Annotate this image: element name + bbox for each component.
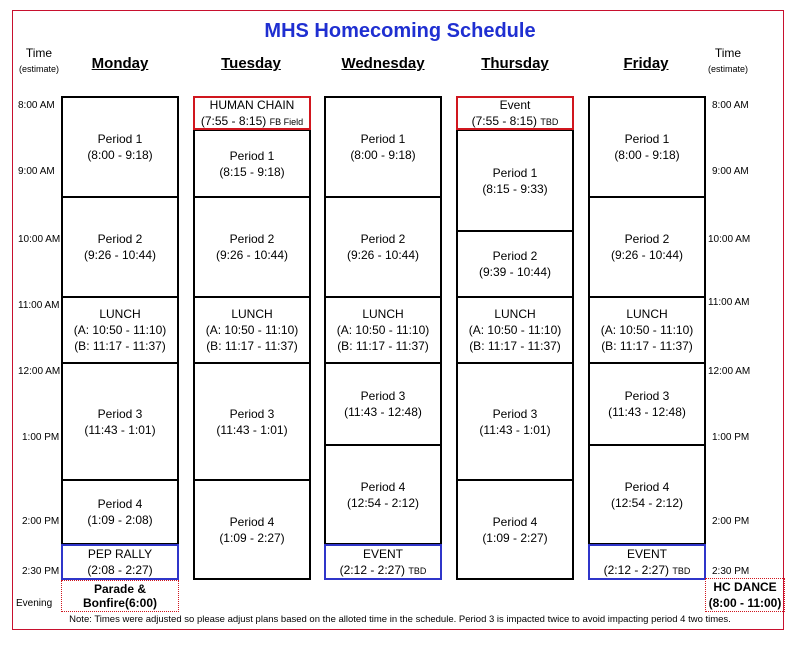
period-label: Period 2 bbox=[492, 249, 538, 263]
period-time: (1:09 - 2:27) bbox=[219, 531, 285, 545]
period-label: Period 3 bbox=[229, 406, 275, 421]
period-time: (1:09 - 2:08) bbox=[87, 513, 153, 527]
period-label: Period 1 bbox=[97, 131, 143, 146]
tuesday-lunch bbox=[193, 297, 311, 363]
tuesday-human-chain bbox=[193, 96, 311, 130]
day-friday: Friday bbox=[623, 55, 669, 72]
day-tuesday: Tuesday bbox=[221, 55, 281, 72]
event-time: Bonfire(6:00) bbox=[82, 596, 157, 610]
lunch-label: LUNCH bbox=[231, 307, 273, 321]
time-header-sub: (estimate) bbox=[707, 64, 748, 74]
period-time: (9:26 - 10:44) bbox=[83, 248, 157, 262]
event-time-row bbox=[340, 562, 427, 579]
period-label: Period 1 bbox=[492, 165, 538, 180]
monday-pep-rally bbox=[61, 544, 179, 580]
time-header-sub: (estimate) bbox=[18, 64, 59, 74]
lunch-b: (B: 11:17 - 11:37) bbox=[601, 339, 693, 353]
event-location: TBD bbox=[408, 565, 427, 576]
time-label: 1:00 PM bbox=[22, 432, 60, 443]
day-wednesday: Wednesday bbox=[341, 55, 425, 72]
time-header-label: Time bbox=[25, 46, 53, 60]
friday-period-1 bbox=[588, 96, 706, 197]
time-label: 12:00 AM bbox=[18, 366, 61, 377]
lunch-a: (A: 10:50 - 11:10) bbox=[468, 323, 562, 337]
lunch-a: (A: 10:50 - 11:10) bbox=[73, 323, 167, 337]
period-time: (8:15 - 9:18) bbox=[219, 164, 285, 179]
thursday-period-4 bbox=[456, 480, 574, 580]
period-time: (12:54 - 2:12) bbox=[610, 495, 684, 510]
event-time-row bbox=[472, 113, 559, 130]
period-time: (1:09 - 2:27) bbox=[482, 531, 548, 545]
event-label: HUMAN CHAIN bbox=[209, 97, 295, 112]
event-time: (7:55 - 8:15) bbox=[471, 113, 538, 128]
friday-period-2 bbox=[588, 197, 706, 297]
event-location: FB Field bbox=[269, 116, 304, 127]
time-label: 8:00 AM bbox=[712, 100, 749, 111]
monday-period-4 bbox=[61, 480, 179, 544]
period-label: Period 3 bbox=[97, 406, 143, 421]
tuesday-period-4 bbox=[193, 480, 311, 580]
wednesday-event bbox=[324, 544, 442, 580]
page-title: MHS Homecoming Schedule bbox=[264, 20, 536, 42]
period-time: (8:00 - 9:18) bbox=[614, 147, 680, 162]
period-time: (12:54 - 2:12) bbox=[346, 495, 420, 510]
tuesday-period-3 bbox=[193, 363, 311, 480]
period-label: Period 4 bbox=[624, 479, 670, 494]
lunch-label: LUNCH bbox=[626, 307, 668, 321]
thursday-period-1 bbox=[456, 130, 574, 231]
event-time: (8:00 - 11:00) bbox=[708, 596, 782, 610]
period-label: Period 2 bbox=[229, 232, 275, 246]
event-location: TBD bbox=[672, 565, 691, 576]
thursday-period-2 bbox=[456, 231, 574, 297]
period-label: Period 4 bbox=[360, 479, 406, 494]
time-label: 9:00 AM bbox=[712, 166, 749, 177]
monday-period-1 bbox=[61, 96, 179, 197]
lunch-label: LUNCH bbox=[99, 307, 141, 321]
event-label: PEP RALLY bbox=[87, 547, 153, 561]
wednesday-period-4 bbox=[324, 445, 442, 544]
period-label: Period 3 bbox=[492, 406, 538, 421]
hc-dance bbox=[705, 578, 785, 612]
period-time: (11:43 - 1:01) bbox=[84, 422, 156, 437]
monday-period-3 bbox=[61, 363, 179, 480]
day-thursday: Thursday bbox=[481, 55, 549, 72]
time-label: 10:00 AM bbox=[708, 234, 751, 245]
lunch-label: LUNCH bbox=[362, 307, 404, 321]
thursday-period-3 bbox=[456, 363, 574, 480]
friday-period-4 bbox=[588, 445, 706, 544]
lunch-b: (B: 11:17 - 11:37) bbox=[337, 339, 429, 353]
lunch-b: (B: 11:17 - 11:37) bbox=[469, 339, 561, 353]
time-label: 2:30 PM bbox=[712, 566, 750, 577]
thursday-event bbox=[456, 96, 574, 130]
time-label: 11:00 AM bbox=[708, 297, 750, 308]
event-time: (2:08 - 2:27) bbox=[87, 563, 153, 577]
period-time: (11:43 - 1:01) bbox=[216, 422, 288, 437]
time-header-label: Time bbox=[714, 46, 742, 60]
period-label: Period 1 bbox=[624, 131, 670, 146]
time-label: 2:00 PM bbox=[22, 516, 60, 527]
period-time: (8:00 - 9:18) bbox=[87, 147, 153, 162]
event-time: (2:12 - 2:27) bbox=[603, 562, 670, 577]
lunch-label: LUNCH bbox=[494, 307, 536, 321]
event-time-row bbox=[604, 562, 691, 579]
time-label: 11:00 AM bbox=[18, 300, 60, 311]
period-label: Period 3 bbox=[360, 389, 406, 403]
period-time: (11:43 - 1:01) bbox=[479, 422, 551, 437]
time-label: 10:00 AM bbox=[18, 234, 61, 245]
period-time: (8:15 - 9:33) bbox=[482, 181, 548, 196]
monday-lunch bbox=[61, 297, 179, 363]
time-label: 9:00 AM bbox=[18, 166, 55, 177]
period-label: Period 3 bbox=[624, 389, 670, 403]
event-time-row bbox=[201, 113, 303, 130]
time-label: 1:00 PM bbox=[712, 432, 750, 443]
day-monday: Monday bbox=[91, 55, 149, 72]
lunch-a: (A: 10:50 - 11:10) bbox=[600, 323, 694, 337]
event-label: EVENT bbox=[626, 546, 667, 561]
period-label: Period 4 bbox=[97, 497, 143, 511]
period-time: (9:26 - 10:44) bbox=[610, 248, 684, 262]
event-time: (7:55 - 8:15) bbox=[200, 113, 267, 128]
tuesday-period-1 bbox=[193, 130, 311, 197]
time-label: 8:00 AM bbox=[18, 100, 55, 111]
footer-note: Note: Times were adjusted so please adjust plans based on the alloted time in the schedule. Period 3 is impacted twice to avoid impacting period 4 two times. bbox=[69, 614, 731, 625]
wednesday-lunch bbox=[324, 297, 442, 363]
period-time: (11:43 - 12:48) bbox=[344, 405, 422, 419]
period-time: (9:39 - 10:44) bbox=[478, 265, 552, 279]
time-label: Evening bbox=[16, 598, 53, 609]
wednesday-period-3 bbox=[324, 363, 442, 445]
period-time: (11:43 - 12:48) bbox=[608, 405, 686, 419]
period-label: Period 4 bbox=[492, 515, 538, 529]
lunch-a: (A: 10:50 - 11:10) bbox=[336, 323, 430, 337]
event-label: Event bbox=[499, 97, 531, 112]
friday-event bbox=[588, 544, 706, 580]
period-time: (8:00 - 9:18) bbox=[350, 147, 416, 162]
event-label: EVENT bbox=[362, 546, 403, 561]
thursday-lunch bbox=[456, 297, 574, 363]
period-label: Period 4 bbox=[229, 515, 275, 529]
monday-period-2 bbox=[61, 197, 179, 297]
friday-lunch bbox=[588, 297, 706, 363]
time-label: 2:00 PM bbox=[712, 516, 750, 527]
period-label: Period 2 bbox=[360, 232, 406, 246]
time-label: 12:00 AM bbox=[708, 366, 751, 377]
wednesday-period-2 bbox=[324, 197, 442, 297]
event-label: HC DANCE bbox=[713, 580, 777, 594]
event-label: Parade & bbox=[93, 582, 147, 596]
lunch-b: (B: 11:17 - 11:37) bbox=[206, 339, 298, 353]
wednesday-period-1 bbox=[324, 96, 442, 197]
monday-parade-bonfire bbox=[61, 580, 179, 612]
period-time: (9:26 - 10:44) bbox=[215, 248, 289, 262]
period-label: Period 1 bbox=[360, 131, 406, 146]
lunch-b: (B: 11:17 - 11:37) bbox=[74, 339, 166, 353]
tuesday-period-2 bbox=[193, 197, 311, 297]
period-label: Period 1 bbox=[229, 148, 275, 163]
event-location: TBD bbox=[540, 116, 559, 127]
time-label: 2:30 PM bbox=[22, 566, 60, 577]
period-label: Period 2 bbox=[624, 232, 670, 246]
friday-period-3 bbox=[588, 363, 706, 445]
period-label: Period 2 bbox=[97, 232, 143, 246]
event-time: (2:12 - 2:27) bbox=[339, 562, 406, 577]
period-time: (9:26 - 10:44) bbox=[346, 248, 420, 262]
lunch-a: (A: 10:50 - 11:10) bbox=[205, 323, 299, 337]
